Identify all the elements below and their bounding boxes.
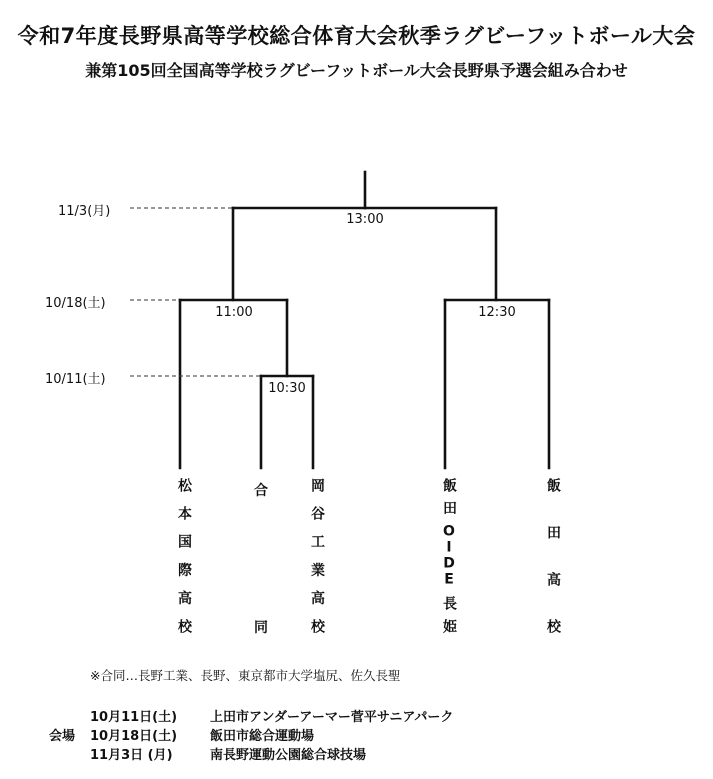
venue-place: 南長野運動公園総合球技場 (210, 748, 367, 763)
venue-place: 飯田市総合運動場 (210, 729, 315, 744)
team-iida-oide-osahime: 飯田OIDE長姫 (441, 478, 457, 633)
match-time-first: 10:30 (268, 381, 306, 396)
page-subtitle: 兼第105回全国高等学校ラグビーフットボール大会長野県予選会組み合わせ (85, 61, 628, 80)
team-matsumoto-kokusai: 松本国際高校 (176, 478, 192, 633)
team-joint-bottom: 同 (254, 620, 268, 636)
venue-date: 10月18日(土) (90, 729, 178, 744)
match-time-semi-right: 12:30 (478, 305, 516, 320)
team-joint-top: 合 (254, 483, 268, 499)
round-date-final: 11/3(月) (58, 204, 111, 219)
team-iida-koko: 飯田高校 (545, 478, 561, 633)
team-okaya-kogyo: 岡谷工業高校 (309, 478, 325, 633)
venue-date: 11月3日 (月) (90, 748, 173, 763)
venue-row (90, 706, 454, 725)
page-title: 令和7年度長野県高等学校総合体育大会秋季ラグビーフットボール大会 (17, 24, 696, 48)
venue-place: 上田市アンダーアーマー菅平サニアパーク (210, 710, 454, 725)
round-date-first: 10/11(土) (45, 372, 106, 387)
venue-row (90, 744, 367, 763)
joint-team-note: ※合同…長野工業、長野、東京都市大学塩尻、佐久長聖 (90, 668, 401, 683)
venue-row (90, 725, 315, 744)
match-time-semi-left: 11:00 (215, 305, 253, 320)
match-time-final: 13:00 (346, 212, 384, 227)
venue-date: 10月11日(土) (90, 710, 178, 725)
venue-label: 会場 (49, 729, 76, 744)
round-date-semi: 10/18(土) (45, 296, 106, 311)
